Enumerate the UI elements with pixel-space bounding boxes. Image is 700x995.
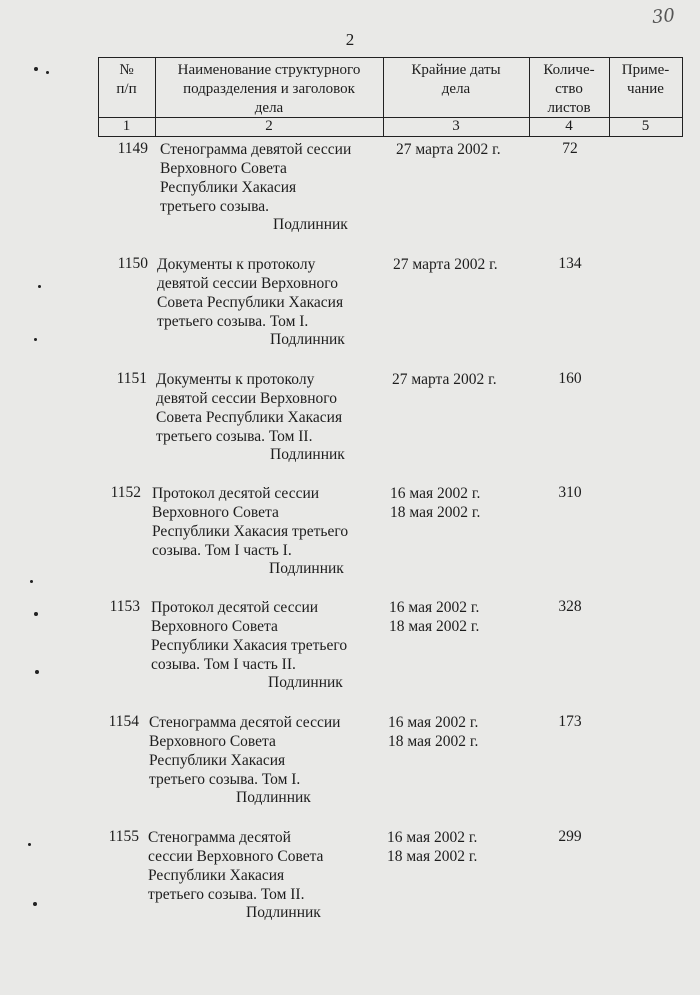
table-row [0, 598, 700, 708]
scan-speck [46, 71, 49, 74]
row-title: Стенограмма девятой сессии Верховного Совета Республики Хакасия третьего созыва. [160, 141, 352, 215]
row-sheet-count: 299 [558, 828, 582, 845]
row-number: 1149 [117, 140, 148, 157]
row-dates: 16 мая 2002 г. 18 мая 2002 г. [389, 599, 480, 635]
row-dates: 27 марта 2002 г. [392, 371, 497, 388]
row-number: 1150 [117, 255, 148, 272]
header-sheets: Количе- ство листов [543, 62, 595, 116]
column-number: 1 [122, 118, 131, 134]
row-sheet-count: 328 [558, 598, 582, 615]
row-original-mark: Подлинник [269, 560, 344, 577]
row-number: 1152 [110, 484, 141, 501]
header-notes: Приме- чание [621, 62, 670, 97]
header-bottom-rule [98, 136, 682, 137]
row-title: Стенограмма десятой сессии Верховного Совета Республики Хакасия третьего созыва. Том I. [149, 714, 341, 788]
table-row [0, 140, 700, 250]
row-number: 1155 [108, 828, 139, 845]
header-top-rule [98, 57, 682, 58]
row-dates: 27 марта 2002 г. [396, 141, 501, 158]
column-rule [682, 57, 683, 137]
table-row [0, 828, 700, 938]
row-sheet-count: 72 [562, 140, 578, 157]
row-original-mark: Подлинник [273, 216, 348, 233]
row-original-mark: Подлинник [270, 446, 345, 463]
header-dates: Крайние даты дела [411, 62, 501, 97]
scan-speck [34, 612, 38, 616]
scan-speck [30, 580, 33, 583]
row-number: 1154 [108, 713, 139, 730]
table-header [0, 0, 700, 140]
row-title: Документы к протоколу девятой сессии Верховного Совета Республики Хакасия третьего созыва. Том I. [157, 256, 344, 330]
row-dates: 16 мая 2002 г. 18 мая 2002 г. [387, 829, 478, 865]
scan-speck [34, 67, 38, 71]
row-sheet-count: 160 [558, 370, 582, 387]
row-original-mark: Подлинник [268, 674, 343, 691]
row-original-mark: Подлинник [270, 331, 345, 348]
scan-speck [33, 902, 37, 906]
column-number: 2 [265, 118, 273, 134]
row-dates: 27 марта 2002 г. [393, 256, 498, 273]
column-number: 5 [641, 118, 650, 134]
row-title: Протокол десятой сессии Верховного Совета Республики Хакасия третьего созыва. Том I часть II. [151, 599, 348, 673]
row-dates: 16 мая 2002 г. 18 мая 2002 г. [388, 714, 479, 750]
row-sheet-count: 173 [558, 713, 582, 730]
page-number: 2 [345, 30, 355, 49]
row-title: Протокол десятой сессии Верховного Совета Республики Хакасия третьего созыва. Том I часть I. [152, 485, 349, 559]
row-title: Документы к протоколу девятой сессии Верховного Совета Республики Хакасия третьего созыва. Том II. [156, 371, 343, 445]
row-dates: 16 мая 2002 г. 18 мая 2002 г. [390, 485, 481, 521]
archive-sheet-number: 30 [650, 4, 676, 29]
row-original-mark: Подлинник [236, 789, 311, 806]
scan-speck [38, 285, 41, 288]
table-row [0, 370, 700, 480]
row-number: 1151 [116, 370, 147, 387]
scan-speck [34, 338, 37, 341]
header-number: № п/п [116, 62, 137, 97]
row-number: 1153 [109, 598, 140, 615]
header-title: Наименование структурного подразделения и заголовок дела [177, 62, 361, 116]
table-row [0, 255, 700, 365]
table-row [0, 484, 700, 594]
row-original-mark: Подлинник [246, 904, 321, 921]
column-number: 4 [565, 118, 573, 134]
row-sheet-count: 134 [558, 255, 582, 272]
table-row [0, 713, 700, 823]
scan-speck [35, 670, 39, 674]
column-number: 3 [452, 118, 460, 134]
scan-speck [28, 843, 31, 846]
row-title: Стенограмма десятой сессии Верховного Совета Республики Хакасия третьего созыва. Том II. [148, 829, 324, 903]
row-sheet-count: 310 [558, 484, 582, 501]
